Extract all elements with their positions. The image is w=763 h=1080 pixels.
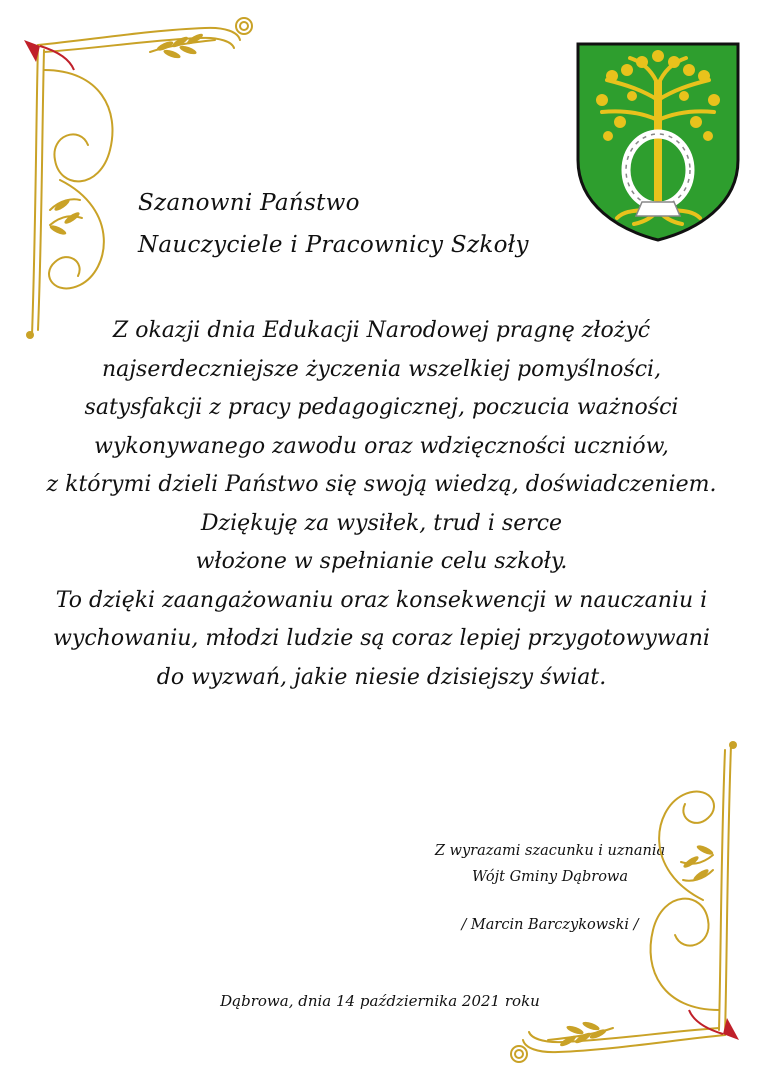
signature-name: / Marcin Barczykowski /	[461, 917, 639, 933]
corner-ornament-bottom-right-icon	[503, 735, 763, 1080]
signature-title: Wójt Gminy Dąbrowa	[472, 869, 628, 885]
coat-of-arms-icon	[572, 40, 744, 242]
body-line: włożone w spełnianie celu szkoły.	[195, 549, 568, 574]
signature-closing: Z wyrazami szacunku i uznania	[434, 843, 666, 859]
letter-body	[8, 312, 755, 697]
salutation-line-2: Nauczyciele i Pracownicy Szkoły	[138, 232, 529, 258]
body-line: Z okazji dnia Edukacji Narodowej pragnę złożyć	[112, 318, 651, 343]
body-line: najserdeczniejsze życzenia wszelkiej pomyślności,	[101, 356, 662, 382]
date-line: Dąbrowa, dnia 14 października 2021 roku	[220, 992, 540, 1010]
salutation	[138, 182, 578, 266]
corner-ornament-top-left-icon	[0, 0, 260, 345]
body-line: wykonywanego zawodu oraz wdzięczności uczniów,	[94, 433, 669, 459]
body-line: do wyzwań, jakie niesie dzisiejszy świat.	[156, 664, 607, 690]
body-line: Dziękuję za wysiłek, trud i serce	[200, 510, 563, 536]
body-line: z którymi dzieli Państwo się swoją wiedzą, doświadczeniem.	[46, 472, 717, 497]
body-line: To dzięki zaangażowaniu oraz konsekwencji w nauczaniu i	[55, 587, 708, 613]
body-line: satysfakcji z pracy pedagogicznej, poczucia ważności	[84, 395, 679, 420]
salutation-line-1: Szanowni Państwo	[138, 190, 360, 216]
body-line: wychowaniu, młodzi ludzie są coraz lepiej przygotowywani	[53, 626, 710, 651]
